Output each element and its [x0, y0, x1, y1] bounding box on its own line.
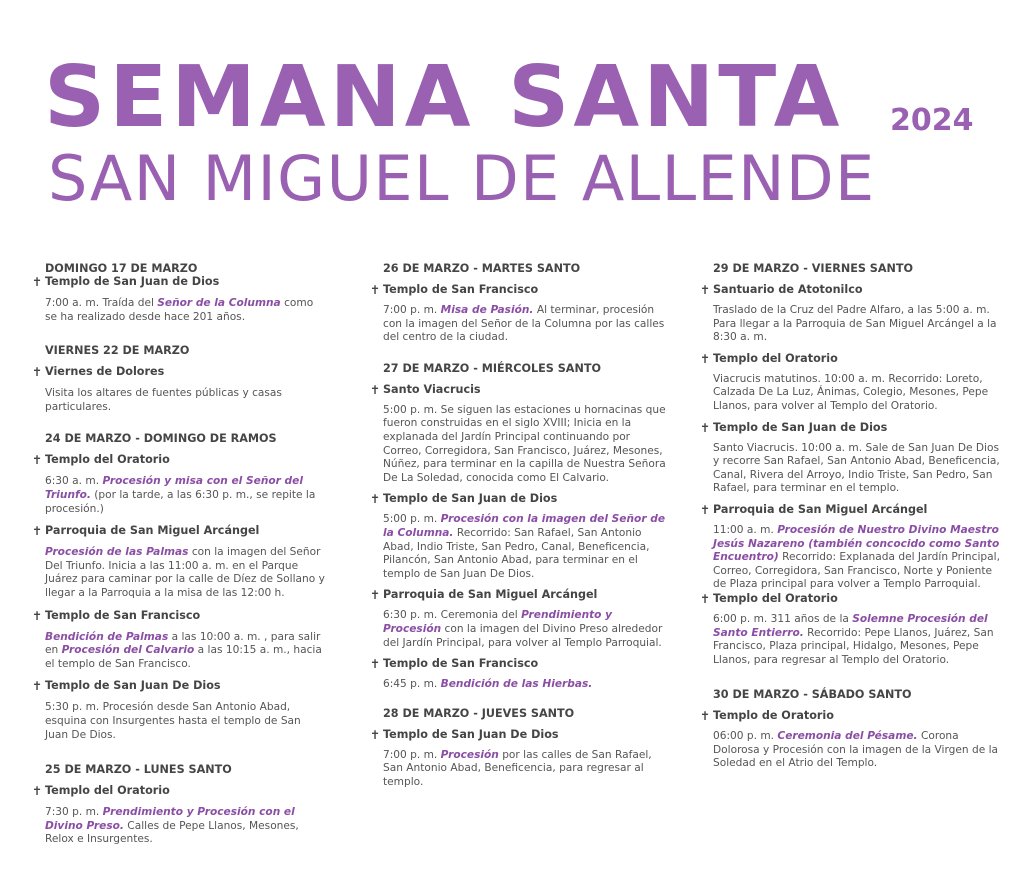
latin-cross-icon: ✝	[370, 492, 381, 507]
day-heading: 30 DE MARZO - SÁBADO SANTO	[713, 688, 912, 702]
event-description	[370, 678, 670, 692]
latin-cross-icon: ✝	[700, 420, 711, 435]
day-block	[370, 362, 670, 692]
event-item	[32, 609, 327, 672]
venue-heading	[370, 492, 670, 506]
day-block	[32, 344, 327, 414]
event-text: 6:30 a. m.	[45, 475, 103, 488]
event-text: Recorrido: Explanada del Jardín Principal, Correo, Corregidora, San Francisco, Norte y Poniente de Plaza principal para volver a Templo Parroquial.	[713, 551, 1000, 591]
event-description	[700, 730, 1000, 771]
day-heading: VIERNES 22 DE MARZO	[45, 344, 190, 358]
venue-name: Templo del Oratorio	[713, 591, 838, 605]
page-subtitle: SAN MIGUEL DE ALLENDE	[48, 142, 876, 215]
event-description	[700, 442, 1000, 496]
event-item	[700, 283, 1000, 345]
event-text: 6:00 p. m. 311 años de la	[713, 612, 853, 625]
venue-name: Santo Viacrucis	[383, 382, 481, 396]
day-block	[32, 262, 327, 324]
event-item	[370, 492, 670, 581]
latin-cross-icon: ✝	[32, 453, 43, 468]
latin-cross-icon: ✝	[370, 283, 381, 297]
event-text: Santo Viacrucis. 10:00 a. m. Sale de San Juan De Dios y recorre San Rafael, San Antonio Abad, Beneficencia, Canal, Rivera del Arroyo, Indio Triste, San Pedro, San Rafael, para terminar en el templo.	[713, 441, 1000, 495]
venue-heading	[370, 657, 670, 671]
latin-cross-icon: ✝	[32, 784, 43, 799]
latin-cross-icon: ✝	[700, 351, 711, 366]
event-description	[32, 387, 327, 414]
venue-name: Templo del Oratorio	[713, 351, 838, 365]
venue-heading	[700, 283, 1000, 297]
event-item	[32, 365, 327, 414]
venue-heading	[32, 609, 327, 623]
event-highlight: Solemne Procesión del Santo Entierro.	[713, 612, 988, 639]
event-highlight: Misa de Pasión.	[440, 304, 534, 316]
event-item	[370, 283, 670, 345]
event-text: por las calles de San Rafael, San Antonio Abad, Beneficencia, para regresar al templo.	[383, 748, 652, 788]
event-item	[32, 453, 327, 516]
event-description	[700, 524, 1000, 592]
event-text: 5:00 p. m.	[383, 513, 441, 526]
venue-name: Templo de San Juan De Dios	[45, 679, 221, 693]
venue-heading	[700, 709, 1000, 723]
event-item	[370, 383, 670, 486]
event-description	[370, 749, 670, 790]
schedule-column-2	[370, 262, 670, 789]
latin-cross-icon: ✝	[32, 608, 43, 623]
day-block	[370, 262, 670, 345]
venue-heading	[32, 784, 327, 798]
day-heading: 25 DE MARZO - LUNES SANTO	[45, 763, 232, 777]
latin-cross-icon: ✝	[32, 679, 43, 694]
event-item	[700, 709, 1000, 771]
event-highlight: Procesión de Nuestro Divino Maestro Jesús Nazareno (también concocido como Santo Encuentro)	[713, 523, 1000, 564]
venue-name: Templo del Oratorio	[45, 784, 170, 798]
venue-heading	[32, 679, 327, 693]
event-highlight: Procesión y misa con el Señor del Triunfo.	[45, 475, 303, 501]
event-item	[370, 657, 670, 692]
event-item	[700, 503, 1000, 592]
event-description	[32, 546, 327, 600]
event-text: Traslado de la Cruz del Padre Alfaro, a las 5:00 a. m. Para llegar a la Parroquia de San Miguel Arcángel a la 8:30 a. m.	[713, 304, 997, 344]
day-heading: DOMINGO 17 DE MARZO	[45, 262, 198, 275]
year-label: 2024	[890, 103, 974, 138]
event-highlight: Señor de la Columna	[157, 297, 281, 309]
event-item	[700, 352, 1000, 414]
venue-heading	[370, 728, 670, 742]
day-heading: 28 DE MARZO - JUEVES SANTO	[383, 706, 575, 720]
day-block	[700, 688, 1000, 771]
day-heading: 29 DE MARZO - VIERNES SANTO	[713, 262, 914, 275]
event-description	[700, 304, 1000, 345]
page-title: SEMANA SANTA	[44, 48, 844, 147]
event-text: 11:00 a. m.	[713, 523, 778, 536]
event-description	[700, 613, 1000, 667]
day-block	[32, 763, 327, 847]
venue-name: Templo de San Juan De Dios	[383, 727, 559, 741]
event-text: a las 10:00 a. m. , para salir en	[45, 630, 321, 657]
venue-name: Santuario de Atotonilco	[713, 283, 863, 296]
event-text: 5:00 p. m. Se siguen las estaciones u hornacinas que fueron construidas en el siglo XVIII; Inicia en la explanada del Jardín Principal continuando por Correo, Corregidora, San Francisco, Juárez, Mesones, Núñez, para terminar en la capilla de Nuestra Señora De La Soledad, conocida como El Calvario.	[383, 403, 666, 484]
event-text: 7:00 a. m. Traída del	[45, 297, 158, 309]
venue-heading	[32, 365, 327, 379]
event-text: 06:00 p. m.	[713, 730, 778, 743]
venue-heading	[32, 275, 327, 289]
latin-cross-icon: ✝	[32, 524, 43, 539]
event-description	[370, 513, 670, 581]
venue-name: Viernes de Dolores	[45, 365, 165, 379]
event-item	[700, 592, 1000, 667]
day-heading: 26 DE MARZO - MARTES SANTO	[383, 262, 581, 275]
latin-cross-icon: ✝	[370, 382, 381, 397]
event-text: 5:30 p. m. Procesión desde San Antonio Abad, esquina con Insurgentes hasta el templo de San Juan De Dios.	[45, 701, 301, 741]
day-block	[700, 262, 1000, 667]
event-text: 7:00 p. m.	[383, 748, 441, 761]
event-item	[32, 784, 327, 847]
venue-heading	[370, 588, 670, 602]
event-item	[32, 679, 327, 742]
venue-heading	[32, 524, 327, 538]
event-highlight: Bendición de Palmas	[45, 630, 169, 643]
event-description	[370, 609, 670, 650]
latin-cross-icon: ✝	[700, 591, 711, 606]
event-text: a las 10:15 a. m., hacia el templo de San Francisco.	[45, 644, 322, 670]
venue-heading	[370, 283, 670, 297]
event-item	[32, 275, 327, 324]
event-highlight: Ceremonia del Pésame.	[777, 730, 918, 743]
event-text: 7:00 p. m.	[383, 304, 441, 316]
event-text: Viacrucis matutinos. 10:00 a. m. Recorrido: Loreto, Calzada De La Luz, Ánimas, Colegio, Mesones, Pepe Llanos, para volver al Templo del Oratorio.	[713, 372, 989, 412]
venue-name: Parroquia de San Miguel Arcángel	[713, 502, 928, 516]
latin-cross-icon: ✝	[370, 727, 381, 742]
venue-heading	[700, 352, 1000, 366]
event-item	[370, 588, 670, 650]
venue-name: Templo de San Francisco	[383, 283, 539, 296]
event-description	[32, 631, 327, 672]
event-description	[32, 701, 327, 742]
event-text: Corona Dolorosa y Procesión con la imagen de la Virgen de la Soledad en el Atrio del Templo.	[713, 730, 999, 770]
day-heading: 24 DE MARZO - DOMINGO DE RAMOS	[45, 432, 277, 446]
event-text: 6:30 p. m. Ceremonia del	[383, 609, 522, 622]
venue-name: Parroquia de San Miguel Arcángel	[45, 524, 260, 538]
venue-name: Templo de San Juan de Dios	[383, 492, 558, 506]
venue-name: Templo del Oratorio	[45, 453, 170, 467]
latin-cross-icon: ✝	[32, 365, 43, 380]
day-block	[370, 707, 670, 790]
venue-heading	[370, 383, 670, 397]
event-item	[32, 524, 327, 600]
schedule-column-3	[700, 262, 1000, 771]
venue-heading	[700, 592, 1000, 606]
latin-cross-icon: ✝	[32, 275, 43, 289]
event-description	[370, 304, 670, 345]
event-highlight: Procesión de las Palmas	[45, 546, 189, 559]
event-description	[32, 806, 327, 847]
event-description	[32, 297, 327, 324]
venue-name: Parroquia de San Miguel Arcángel	[383, 588, 598, 602]
venue-heading	[700, 421, 1000, 435]
event-text: Calles de Pepe Llanos, Mesones, Relox e Insurgentes.	[45, 819, 299, 846]
event-text: como se ha realizado desde hace 201 años.	[45, 297, 314, 323]
venue-name: Templo de San Francisco	[383, 657, 539, 671]
event-highlight: Bendición de las Hierbas.	[440, 678, 593, 691]
event-highlight: Prendimiento y Procesión con el Divino Preso.	[45, 806, 295, 832]
latin-cross-icon: ✝	[370, 657, 381, 672]
event-highlight: Procesión	[440, 748, 499, 761]
event-item	[370, 728, 670, 790]
event-item	[700, 421, 1000, 496]
latin-cross-icon: ✝	[700, 283, 711, 297]
event-text: con la imagen del Señor Del Triunfo. Inicia a las 11:00 a. m. en el Parque Juárez para caminar por la calle de Díez de Sollano y llegar a la Parroquia a la misa de las 12:00 h.	[45, 546, 325, 599]
venue-name: Templo de San Juan de Dios	[713, 420, 888, 434]
event-description	[370, 404, 670, 486]
day-heading: 27 DE MARZO - MIÉRCOLES SANTO	[383, 361, 601, 375]
event-description	[700, 373, 1000, 414]
event-text: (por la tarde, a las 6:30 p. m., se repite la procesión.)	[45, 488, 316, 515]
event-highlight: Prendimiento y Procesión	[383, 609, 613, 635]
event-highlight: Procesión del Calvario	[61, 644, 195, 657]
venue-heading	[32, 453, 327, 467]
schedule-column-1	[32, 262, 327, 847]
event-text: 6:45 p. m.	[383, 678, 441, 691]
venue-name: Templo de San Francisco	[45, 608, 201, 622]
event-highlight: Procesión con la imagen del Señor de la Columna.	[383, 513, 665, 539]
latin-cross-icon: ✝	[700, 502, 711, 517]
event-text: Visita los altares de fuentes públicas y casas particulares.	[45, 387, 282, 413]
event-text: Al terminar, procesión con la imagen del Señor de la Columna por las calles del centro de la ciudad.	[383, 304, 665, 344]
latin-cross-icon: ✝	[700, 709, 711, 724]
event-text: Recorrido: San Rafael, San Antonio Abad, Indio Triste, San Pedro, Canal, Beneficencia, Pilancón, San Antonio Abad, para terminar en el templo de San Juan De Dios.	[383, 526, 650, 580]
event-text: 7:30 p. m.	[45, 806, 103, 819]
venue-name: Templo de Oratorio	[713, 709, 834, 723]
event-description	[32, 475, 327, 516]
day-block	[32, 432, 327, 742]
venue-name: Templo de San Juan de Dios	[45, 275, 220, 288]
event-text: Recorrido: Pepe Llanos, Juárez, San Francisco, Plaza principal, Hidalgo, Mesones, Pepe Llanos, para regresar al Templo del Oratorio.	[713, 626, 994, 666]
venue-heading	[700, 503, 1000, 517]
latin-cross-icon: ✝	[370, 588, 381, 603]
event-text: con la imagen del Divino Preso alrededor del Jardín Principal, para volver al Templo Parroquial.	[383, 622, 663, 649]
